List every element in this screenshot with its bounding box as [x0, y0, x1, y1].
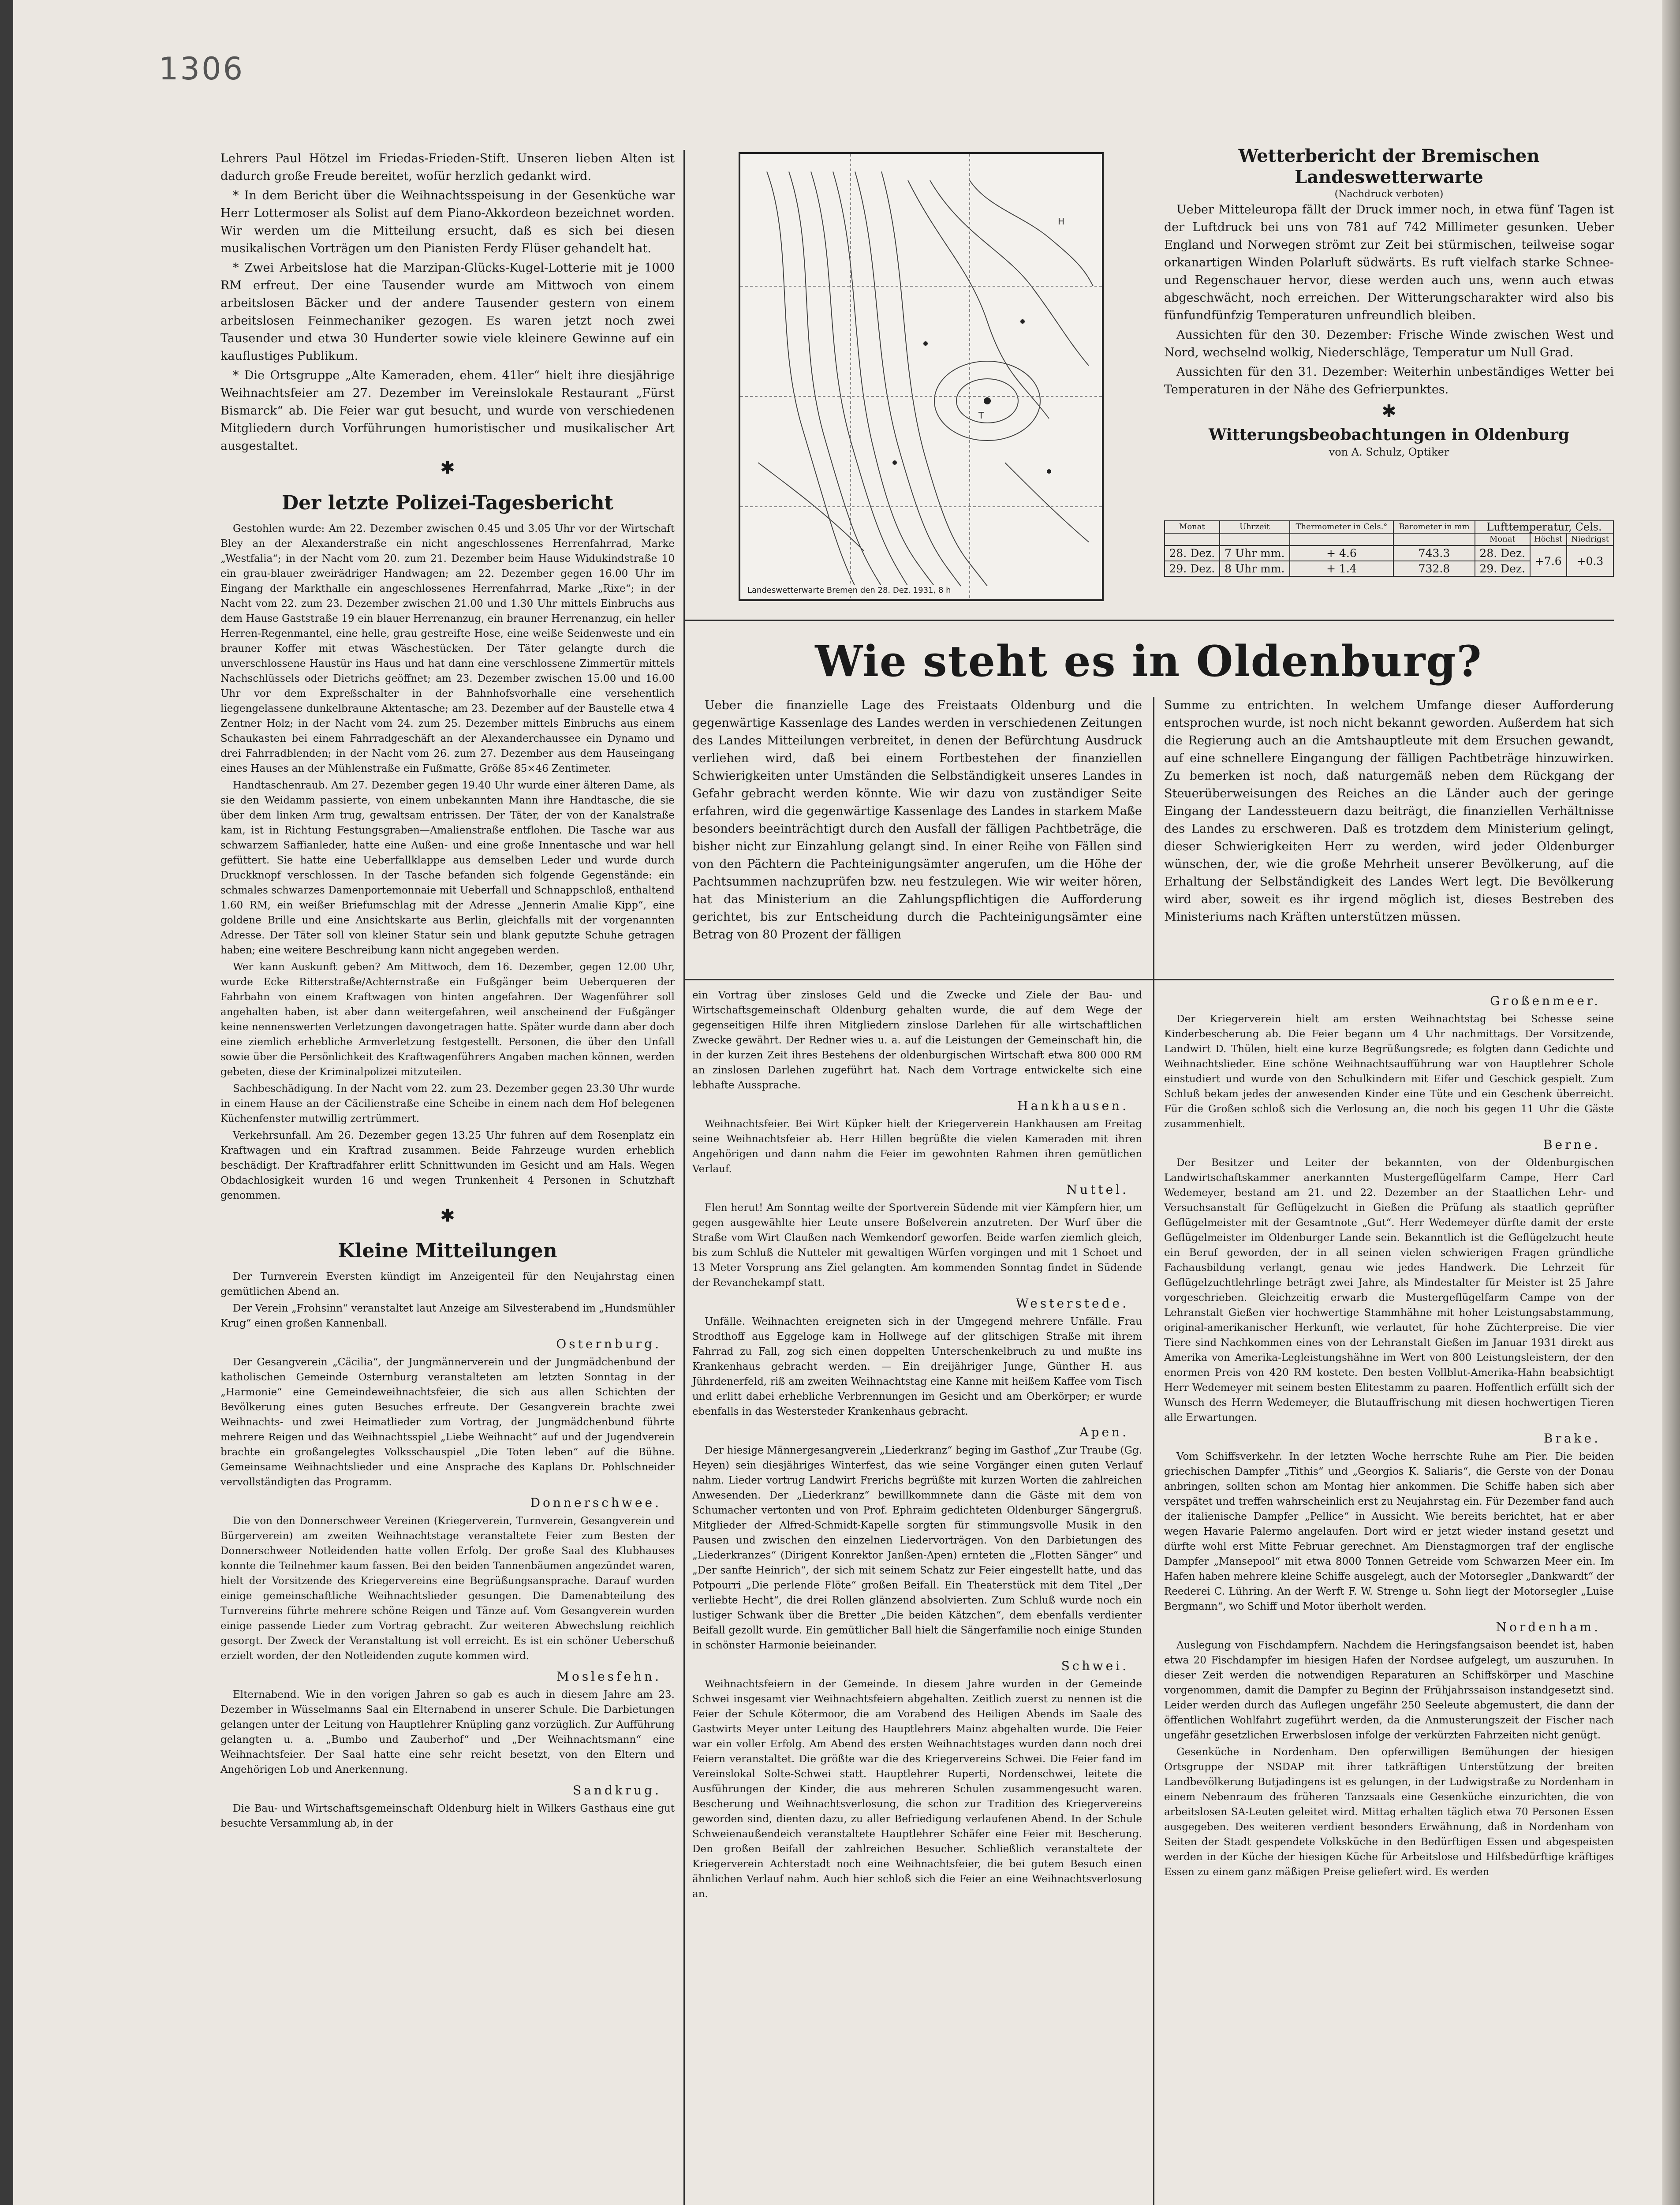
police-heading: Der letzte Polizei-Tagesbericht — [282, 492, 613, 514]
moslesfehn-text: Elternabend. Wie in den vorigen Jahren so gab es auch in diesem Jahre am 23. Dezember in Wüsselmanns Saal ein Elternabend in unserer Schule. Die Darbietungen gelangen unter der Leitung von Hauptlehrer Knüpling ganz vorzüglich. Zur Aufführung gelangten u. a. „Bumbo und Zauberhof“ und „Der Weihnachtsmann“ eine Weihnachtsfeier. Der Saal hatte eine sehr reicht besetzt, von den Eltern und Angehörigen Lob und Anerkennung. — [220, 1689, 675, 1775]
cell: 732.8 — [1393, 561, 1475, 576]
th-thermo: Thermometer in Cels.° — [1290, 521, 1393, 533]
weather-text: Ueber Mitteleuropa fällt der Druck immer noch, in etwa fünf Tagen ist der Luftdruck bei uns von 781 auf 742 Millimeter gesunken. Ueber England und Norwegen strömt zur Zeit bei stürmischen, teilweise sogar orkanartigen Winden Polarluft südwärts. Es ruft vielfach starke Schnee- und Regenschauer hervor, diese werden auch uns, wenn auch etwas abgeschwächt, noch erreichen. Der Witterungscharakter wird also bis fünfundfünfzig Temperaturen unfreundlich bleiben. — [1164, 203, 1614, 322]
police-stolen: Gestohlen wurde: Am 22. Dezember zwischen 0.45 und 3.05 Uhr vor der Wirtschaft Bley an der Alexanderstraße ein nicht angeschlossenes Herrenfahrrad, Marke „Westfalia“; in der Nacht vom 20. zum 21. Dezember beim Hause Widukindstraße 10 ein grau-blauer zweirädriger Handwagen; am 22. Dezember gegen 16.00 Uhr im Eingang der Markthalle ein angeschlossenes Herrenfahrrad, Marke „Rixe“; in der Nacht vom 22. zum 23. Dezember zwischen 21.00 und 1.30 Uhr mittels Einbruchs aus dem Hause Gaststraße 19 ein blauer Herrenanzug, ein brauner Herrenanzug, ein heller Herren-Regenmantel, eine helle, grau gestreifte Hose, eine weiße Seidenweste und ein brauner Koffer mit etwas Wäschestücken. Der Täter gelangte durch die unverschlossene Haustür ins Haus und hat dann eine verschlossene Zimmertür mittels Nachschlüssels oder Dietrichs geöffnet; am 23. Dezember zwischen 15.00 und 16.00 Uhr vor dem Expreßschalter in der Bahnhofsvorhalle eine versehentlich liegengelassene dunkelbraune Aktentasche; am 23. Dezember auf der Baustelle etwa 4 Zentner Holz; in der Nacht vom 24. zum 25. Dezember mittels Einbruchs aus einem Schaukasten bei einem Fahrradgeschäft an der Alexanderchaussee ein Dynamo und drei Fahrradblenden; in der Nacht vom 26. zum 27. Dezember aus dem Hauseingang eines Hauses an der Mühlenstraße ein Fußmatte, Größe 85×46 Zentimeter. — [220, 523, 675, 774]
isobar-map-graphic — [740, 154, 1102, 599]
separator-star: ✱ — [440, 1206, 455, 1226]
place-apen: Apen. — [1079, 1425, 1129, 1439]
weather-forecast-1: Aussichten für den 30. Dezember: Frische Winde zwischen West und Nord, wechselnd wolkig, Niederschläge, Temperatur um Null Grad. — [1164, 328, 1614, 359]
place-sandkrug: Sandkrug. — [572, 1783, 661, 1798]
separator-star: ✱ — [440, 458, 455, 478]
svg-text:H: H — [1058, 216, 1065, 227]
hankhausen-text: Weihnachtsfeier. Bei Wirt Küpker hielt der Kriegerverein Hankhausen am Freitag seine Weihnachtsfeier ab. Herr Hillen begrüßte die vielen Kameraden mit ihren Angehörigen und dann nahm die Feier im gewohnten Rahmen ihren gemütlichen Verlauf. — [692, 1118, 1142, 1175]
weather-subtitle: (Nachdruck verboten) — [1334, 189, 1444, 200]
col3-intro: ein Vortrag über zinsloses Geld und die Zwecke und Ziele der Bau- und Wirtschaftsgemeinschaft Oldenburg gehalten wurde, die auf dem Wege der gegenseitigen Hilfe ihren Mitgliedern zinslose Darlehen für alle wirtschaftlichen Zwecke gewährt. Der Redner wies u. a. auf die Leistungen der Gemeinschaft hin, die in der kurzen Zeit ihres Bestehens der oldenburgischen Wirtschaft etwa 800 000 RM an zinslosen Darlehen zugeführt hat. Nach dem Vortrage entwickelte sich eine lebhafte Aussprache. — [692, 990, 1142, 1091]
cell: 8 Uhr mm. — [1220, 561, 1290, 576]
separator-star: ✱ — [1381, 401, 1396, 422]
cell: + 4.6 — [1290, 546, 1393, 561]
observations-table — [1164, 520, 1614, 577]
small-news-1: Der Turnverein Eversten kündigt im Anzeigenteil für den Neujahrstag einen gemütlichen Abend an. — [220, 1271, 675, 1297]
lead-right — [1164, 697, 1614, 928]
svg-text:T: T — [978, 410, 984, 421]
place-hankhausen: Hankhausen. — [1017, 1099, 1129, 1113]
place-osternburg: Osternburg. — [556, 1337, 661, 1351]
cell: 29. Dez. — [1475, 561, 1530, 576]
cell: 28. Dez. — [1475, 546, 1530, 561]
cell: 7 Uhr mm. — [1220, 546, 1290, 561]
observations-title: Witterungsbeobachtungen in Oldenburg — [1209, 426, 1569, 444]
place-brake: Brake. — [1543, 1431, 1601, 1446]
th-baro: Barometer in mm — [1393, 521, 1475, 533]
place-westerstede: Westerstede. — [1015, 1296, 1129, 1311]
book-spine-edge — [1662, 0, 1680, 2205]
column-3 — [692, 988, 1142, 1903]
cell: + 1.4 — [1290, 561, 1393, 576]
weather-forecast-2: Aussichten für den 31. Dezember: Weiterhin unbeständiges Wetter bei Temperaturen in der Nähe des Gefrierpunktes. — [1164, 365, 1614, 396]
police-witness: Wer kann Auskunft geben? Am Mittwoch, dem 16. Dezember, gegen 12.00 Uhr, wurde Ecke Ritterstraße/Achternstraße ein Fußgänger beim Ueberqueren der Fahrbahn von einem Kraftwagen von hinten angefahren. Der Wagenführer soll angehalten haben, ist aber dann weitergefahren, weil anscheinend der Fußgänger keine nennenswerten Verletzungen davongetragen hatte. Später wurde dann aber doch eine ziemlich erhebliche Armverletzung festgestellt. Personen, die über den Unfall sowie über die Persönlichkeit des Kraftwagenführers Angaben machen können, werden gebeten, diese der Kriminalpolizei mitzuteilen. — [220, 961, 675, 1078]
newspaper-page — [13, 0, 1662, 2205]
nuttel-text: Flen herut! Am Sonntag weilte der Sportverein Südende mit vier Kämpfern hier, um gegen ausgewählte hier Leute unsere Boßelverein anzutreten. Der Wurf über die Straße vom Wirt Claußen nach Wemkendorf geworfen. Beide warfen ziemlich gleich, bis zum Schluß die Nutteler mit gewaltigen Würfen vorgingen und mit 1 Schoet und 13 Meter Vorsprung ans Ziel gelangten. Am kommenden Sonntag findet in Südende der Revanchekampf statt. — [692, 1202, 1142, 1289]
th-month: Monat — [1165, 521, 1220, 533]
nordenham-text-2: Gesenküche in Nordenham. Den opferwilligen Bemühungen der hiesigen Ortsgruppe der NSDAP mit ihrer tatkräftigen Unterstützung der breiten Landbevölkerung Butjadingens ist es gelungen, in der Ludwigstraße zu Nordenham in einem Nebenraum des früheren Tanzsaals eine Gesenküche einzurichten, die von arbeitslosen SA-Leuten geleitet wird. Mittag erhalten täglich etwa 70 Personen Essen ausgegeben. Des weiteren verdient besonders Erwähnung, daß in Nordenham von Seiten der Stadt gespendete Volksküche in den Bedürftigen Essen und abgespeisten werden in der Küche der hiesigen Küche für Arbeitslose und Hilfsbedürftige kräftiges Essen zu einem ganz mäßigen Preise geliefert wird. Es werden — [1164, 1746, 1614, 1878]
sandkrug-text: Die Bau- und Wirtschaftsgemeinschaft Oldenburg hielt in Wilkers Gasthaus eine gut besuchte Versammlung ab, in der — [220, 1803, 675, 1829]
weather-column — [1164, 146, 1614, 459]
small-news-2: Der Verein „Frohsinn“ veranstaltet laut Anzeige am Silvesterabend im „Hundsmühler Krug“ einen großen Kannenball. — [220, 1303, 675, 1329]
police-handbag: Handtaschenraub. Am 27. Dezember gegen 19.40 Uhr wurde einer älteren Dame, als sie den Weidamm passierte, von einem unbekannten Mann ihre Handtasche, die sie über dem linken Arm trug, gewaltsam entrissen. Der Täter, der von der Kanalstraße kam, ist in Richtung Festungsgraben—Amalienstraße entflohen. Die Tasche war aus schwarzem Saffianleder, hatte eine Außen- und eine große Innentasche und war hell gefüttert. Sie hatte eine Ueberfallklappe aus demselben Leder und wurde durch Druckknopf verschlossen. In der Tasche befanden sich folgende Gegenstände: ein schmales schwarzes Damenportemonnaie mit Ueberfall und Schnappschloß, enthaltend 1.60 RM, ein weißer Briefumschlag mit der Adresse „Jennerin Amalie Kipp“, eine goldene Brille und eine Ansichtskarte aus Berlin, gleichfalls mit der vorgenannten Adresse. Der Täter soll von kleiner Statur sein und blank geputzte Schuhe getragen haben; eine weitere Beschreibung kann nicht angegeben werden. — [220, 780, 675, 956]
schwei-text: Weihnachtsfeiern in der Gemeinde. In diesem Jahre wurden in der Gemeinde Schwei insgesamt vier Weihnachtsfeiern abgehalten. Zeitlich zuerst zu nennen ist die Feier der Schule Kötermoor, die am Vorabend des Heiligen Abends im Saale des Gastwirts Meyer unter Leitung des Hauptlehrers Mainz abgehalten wurde. Die Feier war ein voller Erfolg. Am Abend des ersten Weihnachtstages wurden dann noch drei Feiern veranstaltet. Die größte war die des Kriegervereins Schwei. Die Feier fand im Vereinslokal Solte-Schwei statt. Hauptlehrer Ruperti, Nordenschwei, leitete die Ausführungen der Kinder, die aus mehreren Schulen zusammengesucht waren. Bescherung und Weihnachtsverlosung, die schon zur Tradition des Kriegervereins geworden sind, dienten dazu, zu aller Befriedigung verlaufenen Abend. In der Schule Schweienaußendeich veranstaltete Hauptlehrer Schäfer eine Feier mit Bescherung. Den großen Beifall der zahlreichen Besucher. Schließlich veranstaltete der Kriegerverein Achterstadt noch eine Weihnachtsfeier, die bei gutem Besuch einen ähnlichen Verlauf nahm. Auch hier schloß sich die Feier an eine Weihnachtsverlosung an. — [692, 1678, 1142, 1900]
grossenmeer-text: Der Kriegerverein hielt am ersten Weihnachtstag bei Schesse seine Kinderbescherung ab. Die Feier begann um 4 Uhr nachmittags. Der Vorsitzende, Landwirt D. Thülen, hielt eine kurze Begrüßungsrede; es folgten dann Gedichte und Weihnachtslieder. Eine schöne Weihnachtsaufführung war von Hauptlehrer Schole einstudiert und wurde von den Schulkindern mit Eifer und Geschick gespielt. Zum Schluß bekam jedes der anwesenden Kinder eine Tüte und ein Geschenk überreicht. Für die Großen schloß sich die Verlosung an, die noch bis gegen 11 Uhr die Gäste zusammenhielt. — [1164, 1013, 1614, 1130]
cell: +7.6 — [1530, 546, 1567, 576]
westerstede-text: Unfälle. Weihnachten ereigneten sich in der Umgegend mehrere Unfälle. Frau Strodthoff aus Eggeloge kam in Hollwege auf der glitschigen Straße mit ihrem Fahrrad zu Fall, zog sich einen doppelten Unterschenkelbruch zu und mußte ins Krankenhaus gebracht werden. — Ein dreijähriger Junge, Günther H. aus Jührdenerfeld, riß am zweiten Weihnachtstag eine Kanne mit heißem Kaffee vom Tisch und erlitt dabei erhebliche Verbrennungen im Gesicht und am Oberkörper; er wurde ebenfalls in das Westersteder Krankenhaus gebracht. — [692, 1316, 1142, 1417]
cell: 743.3 — [1393, 546, 1475, 561]
th-airtemp: Lufttemperatur, Cels. — [1475, 521, 1613, 533]
weather-map — [739, 152, 1104, 601]
col1-p1: * In dem Bericht über die Weihnachtsspeisung in der Gesenküche war Herr Lottermoser als Solist auf dem Piano-Akkordeon bezeichnet worden. Wir werden um die Mitteilung ersucht, daß es sich bei diesen musikalischen Vorträgen um den Pianisten Ferdy Flüser gehandelt hat. — [220, 189, 675, 255]
col1-intro: Lehrers Paul Hötzel im Friedas-Frieden-Stift. Unseren lieben Alten ist dadurch große Freude bereitet, wofür herzlich gedankt wird. — [220, 152, 675, 183]
donnerschwee-text: Die von den Donnerschweer Vereinen (Kriegerverein, Turnverein, Gesangverein und Bürgerverein) am zweiten Weihnachtstage veranstaltete Feier zum Besten der Donnerschweer Notleidenden hatte vollen Erfolg. Der große Saal des Klubhauses konnte die Teilnehmer kaum fassen. Bei den beiden Tannenbäumen angezündet waren, hielt der Vorsitzende des Kriegervereins eine Begrüßungsansprache. Darauf wurden einige gemeinschaftliche Weihnachtslieder gesungen. Die Damenabteilung des Turnvereins führte mehrere schöne Reigen und Tänze auf. Vom Gesangverein wurden einige passende Lieder zum Vortrag gebracht. Zur weiteren Abwechslung reichlich gesorgt. Der Zweck der Veranstaltung ist voll erreicht. Es ist ein schöner Ueberschuß erzielt worden, der den Notleidenden zugute kommen wird. — [220, 1515, 675, 1662]
column-rule — [683, 150, 685, 2205]
small-news-heading: Kleine Mitteilungen — [338, 1240, 557, 1262]
table-row — [1165, 546, 1613, 561]
cell: +0.3 — [1567, 546, 1613, 576]
column-1 — [220, 150, 675, 1833]
place-donnerschwee: Donnerschwee. — [530, 1495, 661, 1510]
weather-title: Wetterbericht der Bremischen Landeswetterwarte — [1238, 146, 1540, 187]
cell: 29. Dez. — [1165, 561, 1220, 576]
map-caption: Landeswetterwarte Bremen den 28. Dez. 1931, 8 h — [745, 585, 954, 596]
th-max: Höchst — [1530, 533, 1567, 546]
col1-p2: * Zwei Arbeitslose hat die Marzipan-Glücks-Kugel-Lotterie mit je 1000 RM erfreut. Der eine Tausender wurde am Mittwoch von einem arbeitslosen Bäcker und der andere Tausender gestern von einem arbeitslosen Feinmechaniker gezogen. Es waren jetzt noch zwei Tausender und etwa 30 Hunderter sowie viele kleinere Gewinne auf ein kauflustiges Publikum. — [220, 261, 675, 363]
lead-rule-bottom — [683, 979, 1614, 980]
observations-subtitle: von A. Schulz, Optiker — [1329, 446, 1449, 458]
cell: 28. Dez. — [1165, 546, 1220, 561]
place-nordenham: Nordenham. — [1496, 1620, 1601, 1634]
headline-rule-top — [683, 620, 1614, 621]
place-berne: Berne. — [1543, 1137, 1601, 1152]
place-schwei: Schwei. — [1061, 1659, 1129, 1673]
column-4 — [1164, 988, 1614, 1881]
column-rule — [1153, 697, 1154, 2205]
place-grossenmeer: Großenmeer. — [1490, 994, 1601, 1008]
lead-right-text: Summe zu entrichten. In welchem Umfange dieser Aufforderung entsprochen wurde, ist noch nicht bekannt geworden. Außerdem hat sich die Regierung auch an die Amtshauptleute mit dem Ersuchen gewandt, auf eine schnellere Eingangung der fälligen Pachtbeträge hinzuwirken. Zu bemerken ist noch, daß naturgemäß neben dem Rückgang der Steuerüberweisungen des Reiches an die Länder auch der geringe Eingang der Landessteuern dazu beiträgt, die finanziellen Verhältnisse des Landes zu erschweren. Daß es trotzdem dem Ministerium gelingt, dieser Schwierigkeiten Herr zu werden, wird jeder Oldenburger wünschen, der, wie die große Mehrheit unserer Bevölkerung, auf die Erhaltung der Selbständigkeit des Landes Wert legt. Die Bevölkerung wird aber, soweit es ihr irgend möglich ist, dieses Bestreben des Ministeriums nach Kräften unterstützen müssen. — [1164, 699, 1614, 924]
page-number: 1306 — [159, 51, 245, 87]
place-moslesfehn: Moslesfehn. — [556, 1669, 661, 1684]
osternburg-text: Der Gesangverein „Cäcilia“, der Jungmännerverein und der Jungmädchenbund der katholischen Gemeinde Osternburg veranstalteten am letzten Sonntag in der „Harmonie“ eine Gemeindeweihnachtsfeier, die sich aus allen Schichten der Bevölkerung eines guten Besuches erfreute. Der Gesangverein brachte zwei Weihnachts- und zwei Heimatlieder zum Vortrag, der Jungmädchenbund führte mehrere Reigen und das Weihnachtsspiel „Liebe Weihnacht“ auf und der Jugendverein brachte ein großangelegtes Volksschauspiel „Die Toten leben“ auf die Bühne. Gemeinsame Weihnachtslieder und eine Ansprache des Kaplans Dr. Pohlschneider vervollständigten das Programm. — [220, 1357, 675, 1488]
place-nuttel: Nuttel. — [1066, 1182, 1129, 1197]
th-min: Niedrigst — [1567, 533, 1613, 546]
berne-text: Der Besitzer und Leiter der bekannten, von der Oldenburgischen Landwirtschaftskammer anerkannten Mustergeflügelfarm Campe, Herr Carl Wedemeyer, bestand am 21. und 22. Dezember an der Staatlichen Lehr- und Versuchsanstalt für Geflügelzucht in Gießen die Prüfung als staatlich geprüfter Geflügelmeister mit der Gesamtnote „Gut“. Herr Wedemeyer dürfte damit der erste Geflügelmeister im Oldenburger Lande sein. Bekanntlich ist die Geflügelzucht heute ein Beruf geworden, der in all seinen vielen schwierigen Fragen gründliche Fachausbildung verlangt, genau wie jedes Handwerk. Die Lehrzeit für Geflügelzuchtlehrlinge beträgt zwei Jahre, als Mindestalter für Meister ist 25 Jahre vorgeschrieben. Gleichzeitig erwarb die Mustergeflügelfarm Campe von der Lehranstalt Gießen vier hochwertige Stammhähne mit hoher Leistungsabstammung, original-amerikanischer Herkunft, wie verlautet, für hohe Züchterpreise. Die vier Tiere sind Nachkommen eines von der Lehranstalt Gießen im Januar 1931 direkt aus Amerika von Amerika-Legleistungshähne im Wert von 800 Leistungsleistern, der den enormen Preis von 420 RM kostete. Den besten Vollblut-Amerika-Hahn beabsichtigt Herr Wedemeyer mit seinem besten Elitestamm zu paaren. Hoffentlich erfüllt sich der Wunsch des Herrn Wedemeyer, die Blutauffrischung mit diesen hochwertigen Tieren alle Erwartungen. — [1164, 1157, 1614, 1424]
apen-text: Der hiesige Männergesangverein „Liederkranz“ beging im Gasthof „Zur Traube (Gg. Heyen) sein diesjähriges Winterfest, das wie seine Vorgänger einen guten Verlauf nahm. Lieder vortrug Landwirt Frerichs begrüßte mit kurzen Worten die zahlreichen Anwesenden. Der „Liederkranz“ bewillkommnete dann die Gäste mit dem von Schumacher vertonten und von Prof. Ephraim gedichteten Oldenburger Sängergruß. Mitglieder der Alfred-Schmidt-Kapelle sorgten für stimmungsvolle Musik in den Pausen und zwischen den einzelnen Liedervorträgen. Von den Darbietungen des „Liederkranzes“ (Dirigent Konrektor Janßen-Apen) ernteten die „Flotten Sänger“ und „Der sanfte Heinrich“, der sich mit seinem Schatz zur Feier eingestellt hatte, und das Potpourri „Die perlende Flöte“ großen Beifall. Ein Theaterstück mit dem Titel „Der verliebte Hecht“, die drei Rollen glänzend absolvierten. Zum Schluß wurde noch ein lustiger Schwank über die Bretter „Die beiden Kätzchen“, dem ebenfalls verdienter Beifall gezollt wurde. Ein gemütlicher Ball hielt die Sängerfamilie noch einige Stunden in schönster Harmonie beieinander. — [692, 1445, 1142, 1651]
nordenham-text: Auslegung von Fischdampfern. Nachdem die Heringsfangsaison beendet ist, haben etwa 20 Fischdampfer im hiesigen Hafen der Nordsee aufgelegt, um auszuruhen. In dieser Zeit werden die notwendigen Reparaturen an Schiffskörper und Maschine vorgenommen, damit die Dampfer zu Beginn der Frühjahrssaison instandgesetzt sind. Leider werden durch das Auflegen ungefähr 250 Seeleute abgemustert, die dann der öffentlichen Wohlfahrt zugeführt werden, da die Anmusterungszeit der Fischer nach ungefähr gesetzlichen Erwerbslosen infolge der verkürzten Fahrzeiten nicht genügt. — [1164, 1640, 1614, 1741]
lead-left — [692, 697, 1142, 946]
police-damage: Sachbeschädigung. In der Nacht vom 22. zum 23. Dezember gegen 23.30 Uhr wurde in einem Hause an der Cäcilienstraße eine Scheibe in einem nach dem Hof belegenen Küchenfenster mutwillig zertrümmert. — [220, 1083, 675, 1125]
col1-p3: * Die Ortsgruppe „Alte Kameraden, ehem. 41ler“ hielt ihre diesjährige Weihnachtsfeier am 27. Dezember im Vereinslokale Restaurant „Fürst Bismarck“ ab. Die Feier war gut besucht, und wurde von verschiedenen Mitgliedern durch Vorführungen humoristischer und musikalischer Art ausgestaltet. — [220, 369, 675, 453]
th-month2: Monat — [1475, 533, 1530, 546]
th-time: Uhrzeit — [1220, 521, 1290, 533]
main-headline: Wie steht es in Oldenburg? — [815, 636, 1482, 686]
lead-left-text: Ueber die finanzielle Lage des Freistaats Oldenburg und die gegenwärtige Kassenlage des Landes werden in verschiedenen Zeitungen des Landes Mitteilungen verbreitet, in denen der Befürchtung Ausdruck verliehen wird, daß bei einem Fortbestehen der finanziellen Schwierigkeiten unter Umständen die Selbständigkeit unseres Landes in Gefahr gebracht werden könnte. Wie wir dazu von zuständiger Seite erfahren, wird die gegenwärtige Kassenlage des Landes in starkem Maße besonders beeinträchtigt durch den Ausfall der fälligen Pachtbeträge, die bisher nicht zur Einzahlung gelangt sind. In einer Reihe von Fällen sind von den Pächtern die Pachteinigungsämter angerufen, um die Höhe der Pachtsummen nachzuprüfen bzw. neu festzulegen. Wie wir weiter hören, hat das Ministerium an die Zahlungspflichtigen die Aufforderung gerichtet, bis zur Entscheidung durch die Pachteinigungsämter eine Betrag von 80 Prozent der fälligen — [692, 699, 1142, 942]
brake-text: Vom Schiffsverkehr. In der letzten Woche herrschte Ruhe am Pier. Die beiden griechischen Dampfer „Tithis“ und „Georgios K. Saliaris“, die Gerste von der Donau anbringen, sollten schon am Montag hier ankommen. Die Schiffe haben sich aber verspätet und treffen wahrscheinlich erst zu Neujahrstag ein. Für Dezember fand auch der italienische Dampfer „Pellice“ in Aussicht. Wie bereits berichtet, hat er aber wegen Havarie Palermo angelaufen. Dort wird er jetzt wieder instand gesetzt und dürfte wohl erst Mitte Februar gerechnet. Am Dienstagmorgen traf der englische Dampfer „Mansepool“ mit etwa 8000 Tonnen Getreide vom Schwarzen Meer ein. Im Hafen haben mehrere kleine Schiffe ausgelegt, auch der Motorsegler „Dankwardt“ der Reederei C. Lühring. An der Werft F. W. Strenge u. Sohn liegt der Motorsegler „Luise Bergmann“, wo Schiff und Motor überholt werden. — [1164, 1451, 1614, 1612]
police-traffic: Verkehrsunfall. Am 26. Dezember gegen 13.25 Uhr fuhren auf dem Rosenplatz ein Kraftwagen und ein Kraftrad zusammen. Beide Fahrzeuge wurden erheblich beschädigt. Der Kraftradfahrer erlitt Schnittwunden im Gesicht und am Hals. Wegen Obdachlosigkeit wurden 16 und wegen Trunkenheit 4 Personen in Schutzhaft genommen. — [220, 1130, 675, 1201]
